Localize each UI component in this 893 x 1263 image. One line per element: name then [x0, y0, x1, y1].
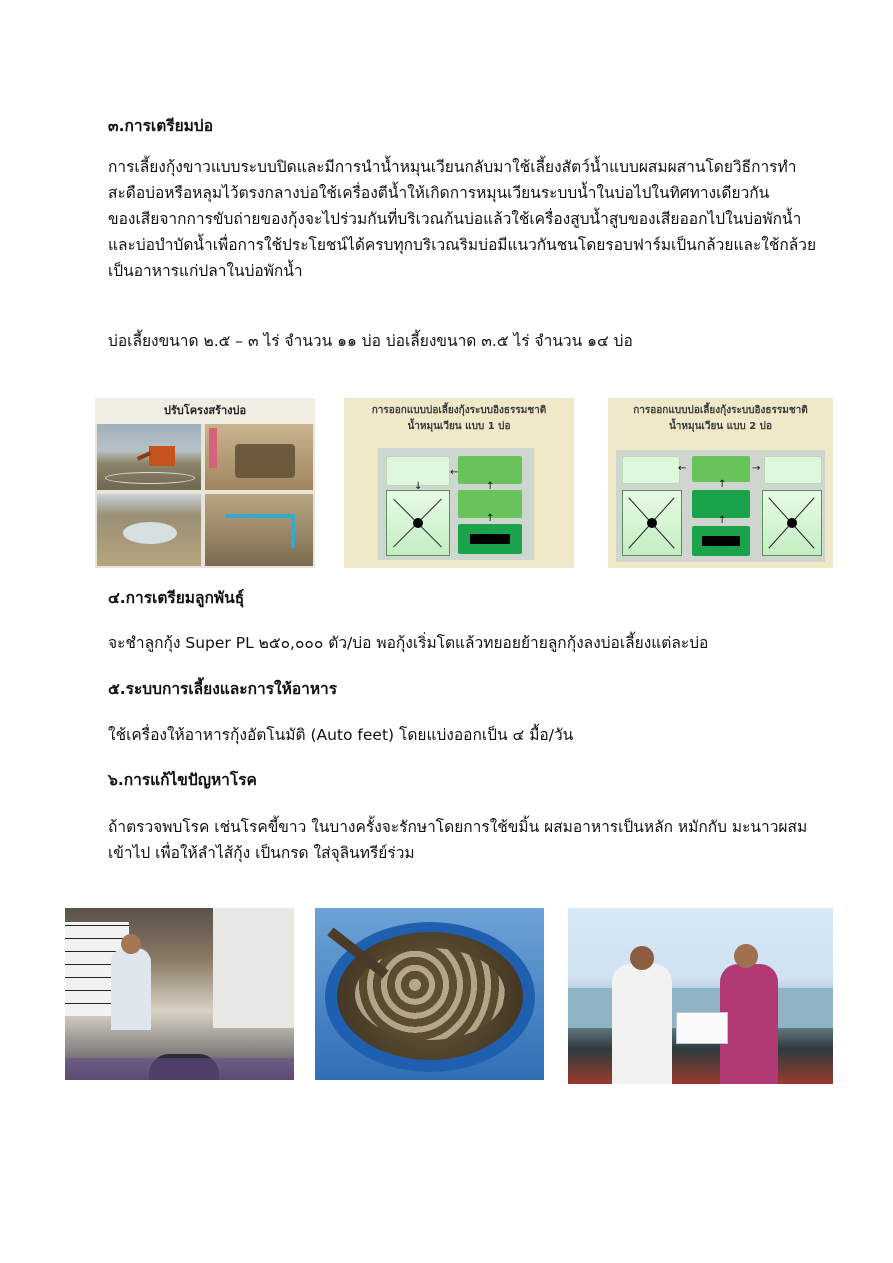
collage-title: ปรับโครงสร้างบ่อ: [95, 398, 315, 424]
arrow-up-icon: ↑: [718, 515, 727, 526]
paragraph-line: และบ่อบำบัดน้ำเพื่อการใช้ประโยชน์ได้ครบทุกบริเวณริมบ่อมีแนวกันชนโดยรอบฟาร์มเป็นกล้วยและใช้กล้วย: [108, 236, 817, 254]
arrow-up-icon: ↑: [718, 479, 727, 490]
pond-bottom-photo: [97, 494, 201, 566]
arrow-down-icon: ↓: [414, 481, 423, 492]
paragraph-line: เป็นอาหารแก่ปลาในบ่อพักน้ำ: [108, 262, 303, 280]
arrow-up-icon: ↑: [486, 513, 495, 524]
waste-pond-box: [692, 526, 750, 556]
section3-paragraph: [108, 154, 817, 284]
paragraph-line: การเลี้ยงกุ้งขาวแบบระบบปิดและมีการนำน้ำหมุนเวียนกลับมาใช้เลี้ยงสัตว์น้ำแบบผสมผสานโดยวิธีการทำ: [108, 158, 797, 176]
shrimp-pond-left: [622, 490, 682, 556]
section6-paragraph: [108, 814, 808, 866]
excavator-photo: [97, 424, 201, 490]
diagram2-title-line1: การออกแบบบ่อเลี้ยงกุ้งระบบอิงธรรมชาติ: [633, 405, 808, 416]
diagram1-title-line1: การออกแบบบ่อเลี้ยงกุ้งระบบอิงธรรมชาติ: [371, 405, 547, 416]
treatment-pond-box: [764, 456, 822, 484]
shrimp-pond-right: [762, 490, 822, 556]
paragraph-line: ถ้าตรวจพบโรค เช่นโรคขี้ขาว ในบางครั้งจะรักษาโดยการใช้ขมิ้น ผสมอาหารเป็นหลัก หมักกับ มะนาวผสม: [108, 818, 808, 836]
reservoir-box: [458, 456, 522, 484]
pond-construction-collage: [95, 398, 315, 568]
paragraph-line: ของเสียจากการขับถ่ายของกุ้งจะไปร่วมกันที่บริเวณก้นบ่อแล้วใช้เครื่องสูบน้ำสูบของเสียออกไปในบ่อพักน้ำ: [108, 210, 802, 228]
pipe-photo: [205, 494, 313, 566]
arrow-up-icon: ↑: [486, 481, 495, 492]
diagram-two-ponds: [608, 398, 833, 568]
pond-info: บ่อเลี้ยงขนาด ๒.๕ – ๓ ไร่ จำนวน ๑๑ บ่อ บ่อเลี้ยงขนาด ๓.๕ ไร่ จำนวน ๑๔ บ่อ: [108, 332, 633, 350]
waste-pond-box: [458, 524, 522, 554]
arrow-left-icon: ←: [678, 463, 687, 474]
section4-heading: ๔.การเตรียมลูกพันธุ์: [108, 589, 245, 607]
diagram-one-pond: [344, 398, 574, 568]
settling-box: [692, 490, 750, 518]
fermentation-barrel-photo: [315, 908, 544, 1080]
paragraph-line: เข้าไป เพื่อให้ลำไส้กุ้ง เป็นกรด ใส่จุลินทรีย์ร่วม: [108, 844, 415, 862]
arrow-left-icon: ←: [450, 467, 459, 478]
paragraph-line: สะดือบ่อหรือหลุมไว้ตรงกลางบ่อใช้เครื่องตีน้ำให้เกิดการหมุนเวียนระบบน้ำในบ่อไปในทิศทางเดียวกัน: [108, 184, 770, 202]
diagram1-panel: [378, 448, 534, 560]
pit-photo: [205, 424, 313, 490]
shrimp-pond: [386, 490, 450, 556]
training-photo: [65, 908, 294, 1080]
diagram1-title-line2: น้ำหมุนเวียน แบบ 1 บ่อ: [407, 421, 511, 432]
arrow-right-icon: →: [752, 463, 761, 474]
diagram2-title-line2: น้ำหมุนเวียน แบบ 2 บ่อ: [668, 421, 773, 432]
section3-heading: ๓.การเตรียมบ่อ: [108, 117, 214, 135]
diagram2-panel: [616, 450, 825, 562]
section4-text: จะชำลูกกุ้ง Super PL ๒๕๐,๐๐๐ ตัว/บ่อ พอกุ้งเริ่มโตแล้วทยอยย้ายลูกกุ้งลงบ่อเลี้ยงแต่ละบ่อ: [108, 634, 709, 652]
treatment-pond-box: [622, 456, 680, 484]
section5-heading: ๕.ระบบการเลี้ยงและการให้อาหาร: [108, 680, 338, 698]
certificate-photo: [568, 908, 833, 1084]
section5-text: ใช้เครื่องให้อาหารกุ้งอัตโนมัติ (Auto feet) โดยแบ่งออกเป็น ๔ มื้อ/วัน: [108, 726, 574, 744]
section6-heading: ๖.การแก้ไขปัญหาโรค: [108, 771, 257, 789]
